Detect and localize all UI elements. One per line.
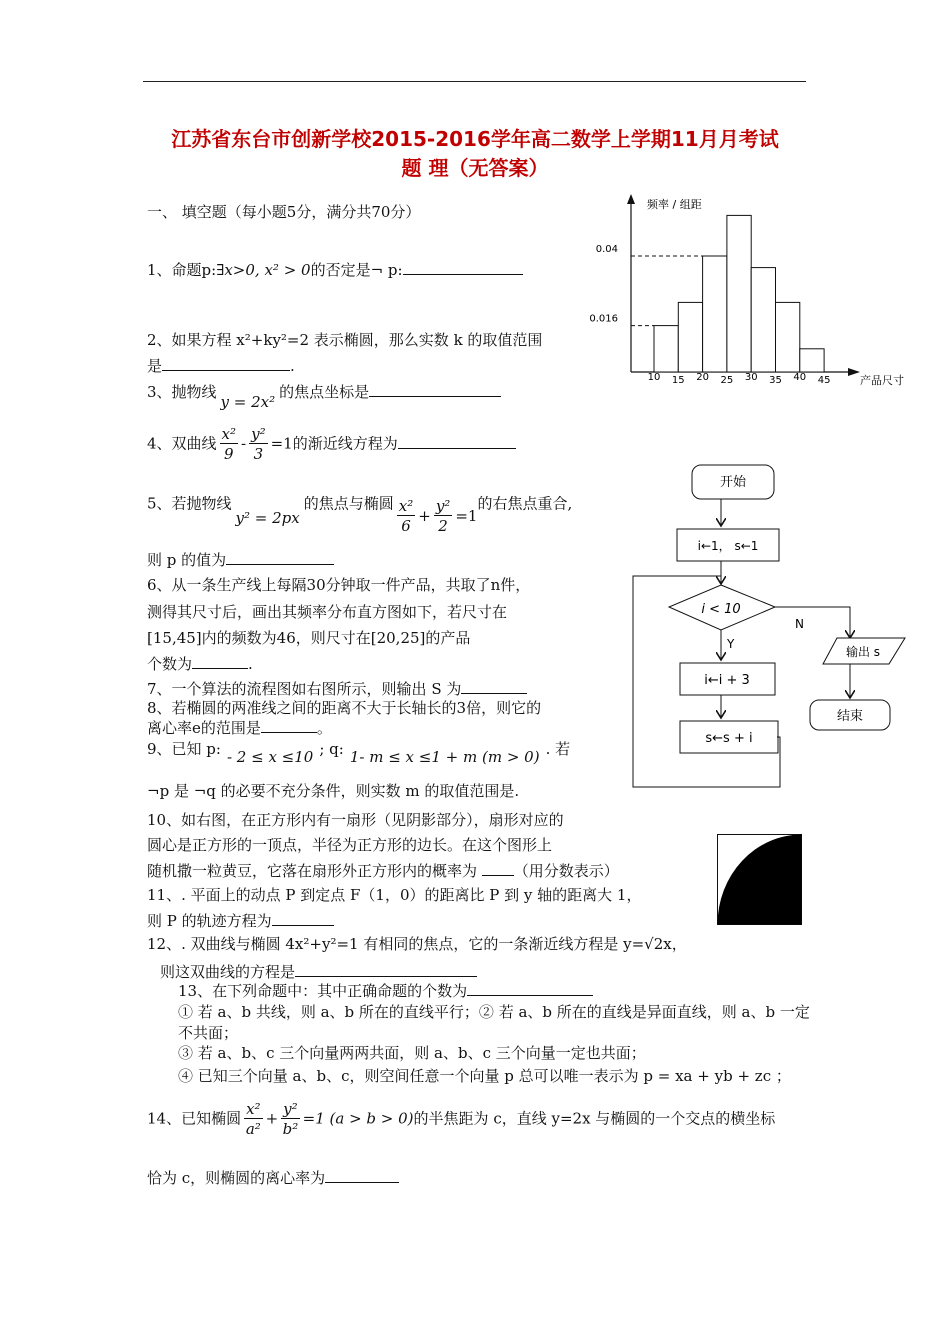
x-tick-label: 45	[817, 375, 831, 386]
question-2-line2	[147, 354, 295, 376]
q8-answer-blank[interactable]	[261, 716, 317, 733]
paper-title-line1: 江苏省东台市创新学校2015-2016学年高二数学上学期11月月考试	[171, 127, 779, 151]
question-10-line1: 10、如右图，在正方形内有一扇形（见阴影部分），扇形对应的	[147, 811, 564, 829]
histogram-bar	[800, 349, 824, 372]
q9-prefix: 9、已知 p:	[147, 740, 221, 758]
question-6-line4	[147, 652, 253, 674]
x-tick-label: 20	[696, 372, 709, 383]
question-5-line2	[147, 548, 334, 570]
y-axis-label: 频率 / 组距	[647, 198, 702, 211]
question-13-line2: ① 若 a、b 共线，则 a、b 所在的直线平行；② 若 a、b 所在的直线是异面直线，则 a、b 一定	[178, 1003, 810, 1021]
q2-end: .	[290, 357, 295, 375]
question-6-line2: 测得其尺寸后，画出其频率分布直方图如下，若尺寸在	[147, 603, 508, 621]
q9-math2: 1- m ≤ x ≤1 + m (m > 0)	[349, 748, 540, 766]
flow-no-label: N	[795, 617, 804, 631]
q5-mid: 的焦点与椭圆	[303, 494, 394, 513]
q3-suffix: 的焦点坐标是	[279, 383, 370, 401]
y-tick-label: 0.04	[595, 244, 618, 255]
question-10-line2: 圆心是正方形的一顶点，半径为正方形的边长。在这个图形上	[147, 836, 553, 854]
q10-answer-blank[interactable]	[482, 859, 514, 876]
q4-prefix: 4、双曲线	[147, 434, 217, 453]
q14-eq: =1 (a > b > 0)	[302, 1109, 414, 1128]
flow-start-label: 开始	[719, 475, 747, 490]
q1-answer-blank[interactable]	[403, 258, 523, 275]
histogram-bar	[654, 326, 678, 372]
q6-line4-text: 个数为	[147, 655, 193, 673]
q12-line2-text: 则这双曲线的方程是	[160, 963, 296, 981]
q5-plus: +	[418, 506, 431, 525]
question-13-line5: ④ 已知三个向量 a、b、c，则空间任意一个向量 p 总可以唯一表示为 p = xa + yb + zc ；	[178, 1067, 791, 1085]
q9-suffix: . 若	[545, 740, 571, 758]
question-14	[147, 1100, 775, 1139]
q3-prefix: 3、抛物线	[147, 383, 217, 401]
question-5	[147, 485, 573, 535]
flow-output-label: 输出 s	[845, 645, 881, 659]
q7-answer-blank[interactable]	[461, 677, 527, 694]
x-tick-label: 35	[769, 375, 782, 386]
y-tick-label: 0.016	[589, 313, 618, 325]
flow-init-label: i←1， s←1	[697, 539, 759, 553]
x-tick-label: 30	[744, 372, 758, 383]
header-rule	[143, 81, 806, 82]
flow-arrow-no	[775, 607, 850, 638]
question-2-line1: 2、如果方程 x²+ky²=2 表示椭圆，那么实数 k 的取值范围	[147, 331, 543, 349]
histogram-bar	[727, 215, 751, 372]
q4-frac1-num: x²	[221, 425, 237, 443]
q5-line2-text: 则 p 的值为	[147, 551, 227, 569]
q8-end: 。	[316, 719, 332, 737]
q14-frac1-den: a²	[245, 1120, 261, 1138]
question-6-line3: [15,45]内的频数为46，则尺寸在[20,25]的产品	[147, 629, 471, 647]
q5-math: y² = 2px	[235, 508, 300, 527]
q14-plus: +	[265, 1109, 279, 1128]
q4-eq: =1	[270, 434, 293, 453]
x-axis-arrow	[848, 368, 860, 376]
flow-step1-label: i←i + 3	[704, 673, 750, 688]
q6-end: .	[248, 655, 253, 673]
q9-q: ; q:	[319, 740, 344, 758]
histogram-bar	[703, 256, 727, 372]
flow-step2-label: s←s + i	[705, 731, 753, 746]
q5-prefix: 5、若抛物线	[147, 494, 232, 513]
q4-suffix: 的渐近线方程为	[292, 434, 398, 453]
frequency-histogram	[580, 188, 925, 393]
histogram-bar	[776, 302, 800, 372]
q5-frac1-num: x²	[398, 497, 414, 515]
q12-answer-blank[interactable]	[295, 960, 477, 977]
q5-answer-blank[interactable]	[226, 548, 334, 565]
y-axis-arrow	[627, 194, 635, 204]
q10-line3-text: 随机撒一粒黄豆，它落在扇形外正方形内的概率为	[147, 862, 478, 880]
q2-prefix: 是	[147, 357, 163, 375]
q1-neg: ¬ p:	[370, 261, 403, 279]
q4-frac1-den: 9	[224, 445, 234, 463]
q12-sqrt: √2	[644, 935, 664, 953]
q3-math: y = 2x²	[220, 393, 276, 411]
q14-frac2-num: y²	[283, 1100, 298, 1118]
question-13-line3: 不共面；	[178, 1024, 239, 1042]
q14-frac2-den: b²	[282, 1120, 299, 1138]
x-tick-label: 40	[793, 372, 807, 383]
sector-square-figure	[717, 834, 803, 926]
question-9	[147, 738, 571, 766]
histogram-bar	[751, 268, 775, 372]
flow-yes-label: Y	[727, 637, 735, 651]
question-11-line2	[147, 909, 334, 931]
paper-title-line2: 题 理（无答案）	[401, 156, 549, 180]
q14-line2-text: 恰为 c，则椭圆的离心率为	[147, 1169, 326, 1187]
question-9-line2: ¬p 是 ¬q 的必要不充分条件，则实数 m 的取值范围是.	[147, 782, 520, 800]
q4-frac2-num: y²	[251, 425, 266, 443]
question-1	[147, 258, 523, 280]
q13-answer-blank[interactable]	[467, 979, 593, 996]
question-13-line4: ③ 若 a、b、c 三个向量两两共面，则 a、b、c 三个向量一定也共面；	[178, 1044, 646, 1062]
question-4	[147, 425, 516, 464]
q1-mid: 的否定是	[310, 261, 371, 279]
q1-prefix: 1、命题p:	[147, 261, 217, 279]
x-tick-label: 25	[720, 375, 734, 386]
q12-line1-text: 12、. 双曲线与椭圆 4x²+y²=1 有相同的焦点，它的一条渐近线方程是 y=	[147, 935, 645, 953]
q8-line2-text: 离心率e的范围是	[147, 719, 261, 737]
q1-math: ∃x>0, x² > 0	[216, 261, 311, 279]
question-3	[147, 380, 501, 411]
q3-answer-blank[interactable]	[369, 380, 501, 397]
q6-answer-blank[interactable]	[192, 652, 248, 669]
flow-end-label: 结束	[836, 709, 864, 724]
q2-answer-blank[interactable]	[162, 354, 290, 371]
x-tick-label: 15	[671, 375, 685, 386]
question-10-line3	[147, 859, 619, 881]
q5-eq: =1	[455, 506, 478, 525]
q4-frac2-den: 3	[253, 445, 264, 463]
question-6-line1: 6、从一条生产线上每隔30分钟取一件产品，共取了n件，	[147, 576, 531, 594]
question-14-line2	[147, 1166, 399, 1188]
q5-frac1-den: 6	[401, 517, 411, 535]
question-7	[147, 677, 527, 699]
histogram-bar	[678, 302, 702, 372]
section-heading: 一、 填空题（每小题5分，满分共70分）	[147, 203, 421, 221]
q13-line1-text: 13、在下列命题中：其中正确命题的个数为	[178, 982, 468, 1000]
question-8-line1: 8、若椭圆的两准线之间的距离不大于长轴长的3倍，则它的	[147, 699, 542, 717]
q12-line1-end: x，	[663, 935, 687, 953]
question-8-line2	[147, 716, 332, 738]
q10-tail: （用分数表示）	[513, 862, 619, 880]
q11-line2-text: 则 P 的轨迹方程为	[147, 912, 272, 930]
q5-frac2-num: y²	[435, 497, 451, 515]
q11-answer-blank[interactable]	[272, 909, 334, 926]
q7-text: 7、一个算法的流程图如右图所示，则输出 S 为	[147, 680, 462, 698]
x-axis-label: 产品尺寸	[860, 374, 904, 387]
question-13-line1	[178, 979, 593, 1001]
q4-minus: -	[241, 434, 247, 453]
question-11-line1: 11、. 平面上的动点 P 到定点 F（1，0）的距离比 P 到 y 轴的距离大 1，	[147, 886, 642, 904]
question-12-line1	[147, 933, 687, 954]
q5-frac2-den: 2	[438, 517, 448, 535]
q9-math1: - 2 ≤ x ≤10	[226, 748, 314, 766]
flowchart	[625, 460, 925, 790]
flow-condition-label: i < 10	[701, 602, 741, 617]
x-tick-label: 10	[647, 372, 661, 383]
q14-suffix: 的半焦距为 c，直线 y=2x 与椭圆的一个交点的横坐标	[413, 1109, 776, 1128]
q14-frac1-num: x²	[246, 1100, 261, 1118]
q4-answer-blank[interactable]	[398, 432, 516, 449]
q14-answer-blank[interactable]	[325, 1166, 399, 1183]
q14-prefix: 14、已知椭圆	[147, 1109, 242, 1128]
q5-suffix: 的右焦点重合,	[477, 494, 573, 513]
